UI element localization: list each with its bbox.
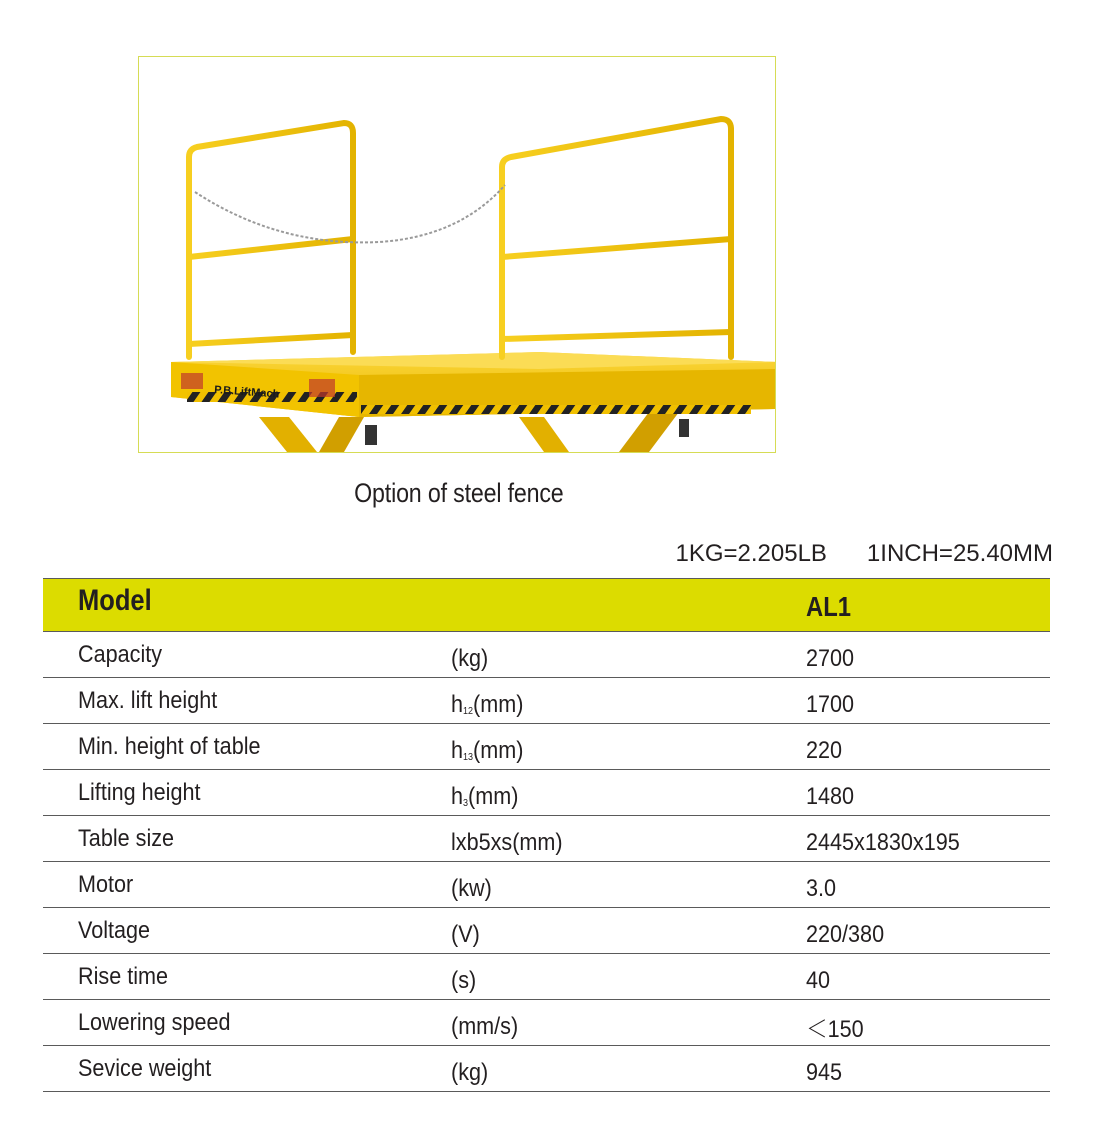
table-row [43, 770, 1050, 816]
unit-prefix: lxb5xs(mm) [451, 828, 563, 856]
platform-deck [171, 352, 775, 417]
spec-label: Rise time [78, 962, 169, 990]
spec-label: Min. height of table [78, 732, 261, 760]
table-row [43, 632, 1050, 678]
table-row [43, 678, 1050, 724]
right-fence [502, 119, 731, 357]
spec-label: Voltage [78, 916, 151, 944]
spec-unit [420, 783, 771, 811]
unit-suffix: (mm) [473, 690, 524, 718]
table-header-row [43, 578, 1050, 632]
unit-subscript: 3 [463, 797, 469, 809]
spec-unit [420, 1013, 771, 1041]
spec-value: 2700 [806, 644, 855, 672]
weight-conversion: 1KG=2.205LB [675, 540, 827, 567]
spec-value: ＜150 [806, 1016, 864, 1043]
table-row [43, 862, 1050, 908]
spec-value: 1700 [806, 690, 855, 718]
spec-unit [420, 1059, 771, 1087]
spec-label: Sevice weight [78, 1054, 212, 1082]
spec-unit [420, 875, 771, 903]
unit-subscript: 13 [463, 751, 474, 763]
unit-conversions [675, 540, 1053, 568]
spec-label: Capacity [78, 640, 163, 668]
scissor-legs [259, 412, 689, 452]
unit-prefix: h [451, 690, 464, 718]
spec-unit [420, 645, 771, 673]
unit-suffix: (mm) [468, 782, 519, 810]
unit-prefix: (kg) [451, 644, 489, 672]
left-fence [189, 123, 353, 357]
spec-unit [420, 967, 771, 995]
table-row [43, 954, 1050, 1000]
product-photo [138, 56, 776, 453]
unit-prefix: h [451, 782, 464, 810]
spec-label: Max. lift height [78, 686, 218, 714]
spec-unit [420, 829, 771, 857]
spec-table [43, 578, 1050, 1092]
spec-unit [420, 921, 771, 949]
unit-prefix: (mm/s) [451, 1012, 519, 1040]
table-row [43, 1000, 1050, 1046]
unit-prefix: h [451, 736, 464, 764]
brand-logo-text: P.B.LiftMach [213, 384, 280, 401]
spec-label: Table size [78, 824, 175, 852]
unit-prefix: (kg) [451, 1058, 489, 1086]
header-model-label: Model [78, 584, 152, 617]
table-row [43, 1046, 1050, 1092]
spec-unit [420, 737, 771, 765]
length-conversion: 1INCH=25.40MM [866, 540, 1053, 567]
spec-label: Motor [78, 870, 134, 898]
photo-caption: Option of steel fence [354, 478, 564, 508]
spec-value: 220/380 [806, 920, 885, 948]
spec-value: 3.0 [806, 874, 837, 902]
spec-value: 40 [806, 966, 831, 994]
table-row [43, 724, 1050, 770]
unit-subscript: 12 [463, 705, 474, 717]
spec-label: Lowering speed [78, 1008, 231, 1036]
unit-prefix: (kw) [451, 874, 492, 902]
spec-label: Lifting height [78, 778, 201, 806]
spec-value: 2445x1830x195 [806, 828, 960, 856]
unit-suffix: (mm) [473, 736, 524, 764]
spec-value: 945 [806, 1058, 843, 1086]
unit-prefix: (V) [451, 920, 480, 948]
spec-value: 220 [806, 736, 843, 764]
unit-prefix: (s) [451, 966, 477, 994]
spec-unit [420, 691, 771, 719]
table-row [43, 908, 1050, 954]
table-row [43, 816, 1050, 862]
header-model-value: AL1 [806, 591, 851, 622]
spec-value: 1480 [806, 782, 855, 810]
